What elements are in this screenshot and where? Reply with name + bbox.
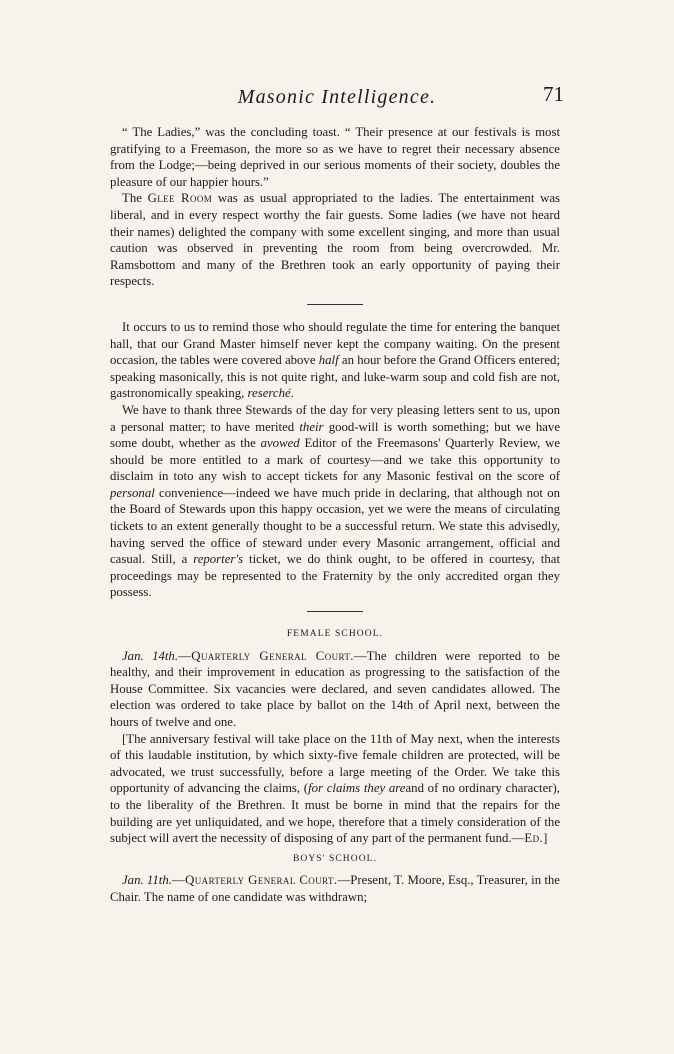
paragraph-banquet-hall: It occurs to us to remind those who should regulate the time for entering the banquet hall, that our Grand Master himself never kept the company waiting. On the present occasion, the tables were covered above half an hour before the Grand Officers entered; speaking masonically, this is not quite right, and luke-warm soup and cold fish are not, gastronomically speaking, reserché. [110,319,561,401]
page-number: 71 [543,82,564,106]
paragraph-anniversary-festival: [The anniversary festival will take place on the 11th of May next, when the interests of this laudable institution, by which sixty-five female children are protected, will be advocated, we trust successfully, before a large meeting of the Order. We take this opportunity of advancing the claims, (for claims they areand of no ordinary character), to the liberality of the Brethren. It must be borne in mind that the repairs for the building are yet unliquidated, and we hope, therefore that a timely consideration of the subject will avert the necessity of disposing of any part of the permanent fund.—Ed.] [110,731,560,846]
section-heading-female-school: FEMALE SCHOOL. [286,629,384,640]
article-body [110,124,560,906]
running-title: Masonic Intelligence. [237,86,437,108]
page-header [0,82,674,112]
paragraph-ladies-toast: “ The Ladies,” was the concluding toast. “ Their presence at our festivals is most gratifying to a Freemason, the more so as we have to regret their necessary absence from the Lodge;—being deprived in our serious moments of their society, doubles the pleasure of our happier hours.” [110,125,560,189]
paragraph-glee-room: The Glee Room was as usual appropriated to the ladies. The entertainment was liberal, and in every respect worthy the fair guests. Some ladies (we have not heard their names) delighted the company with some excellent singing, and more than usual caution was observed in preventing the room from being overcrowded. Mr. Ramsbottom and many of the Brethren took an early opportunity of paying their respects. [110,191,560,289]
paragraph-female-school-court: Jan. 14th.—Quarterly General Court.—The children were reported to be healthy, and their improvement in education as progressing to the satisfaction of the House Committee. Six vacancies were declared, and seven candidates allowed. The election was ordered to take place by ballot on the 14th of April next, between the hours of twelve and one. [110,648,560,729]
paragraph-stewards: We have to thank three Stewards of the day for very pleasing letters sent to us, upon a personal matter; to have merited their good-will is worth something; but we have some doubt, whether as the avowed Editor of the Freemasons' Quarterly Review, we should be more entitled to a mark of courtesy—and we take this opportunity to disclaim in toto any wish to accept tickets for any Masonic festival on the score of personal convenience—indeed we have much pride in declaring, that although not on the Board of Stewards upon this happy occasion, yet we were the means of circulating tickets to an extent generally thought to be a successful return. We state this advisedly, having served the office of steward under every Masonic arrangement, official and casual. Still, a reporter's ticket, we do think ought, to be offered in courtesy, that proceedings may be represented to the Fraternity by the only accredited organ they possess. [110,402,561,600]
section-heading-boys-school: BOYS' SCHOOL. [292,853,378,864]
paragraph-boys-school-court: Jan. 11th.—Quarterly General Court.—Present, T. Moore, Esq., Treasurer, in the Chair. The name of one candidate was withdrawn; [110,873,560,904]
